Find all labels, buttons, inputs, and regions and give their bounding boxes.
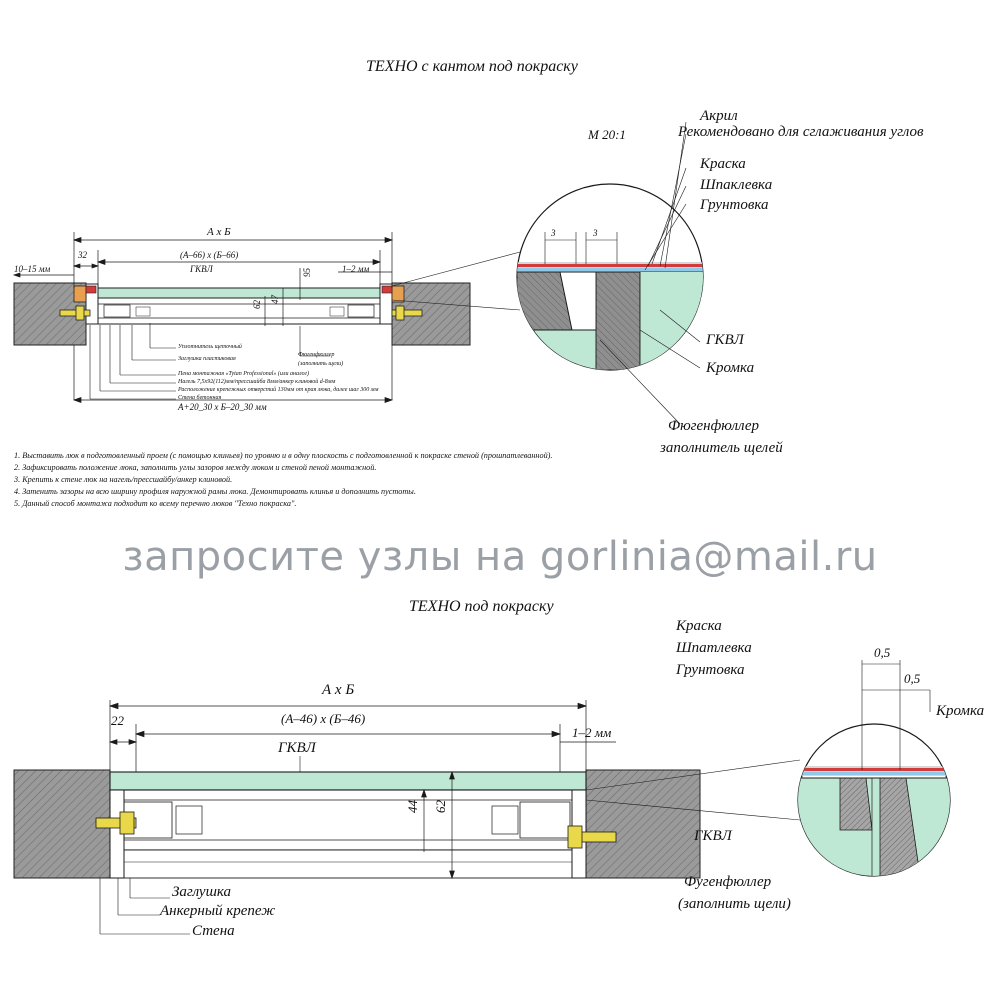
label-wall: Стена [192,923,235,939]
callout-fugenfuller-top: Фюгенфюллер [668,418,760,434]
dim-95: 95 [302,268,312,277]
dim-overall-top: А х Б [207,226,231,238]
callout-kromka-bottom: Кромка [936,703,985,719]
dim-47: 47 [270,295,280,304]
dim-wall-gap-top: 10–15 мм [14,264,51,274]
email-watermark: запросите узлы на gorlinia@mail.ru [122,534,878,580]
callout-recommended: Рекомендовано для сглаживания углов [678,124,924,140]
dim-62-bottom: 62 [433,800,448,813]
callout-akril: Акрил [700,108,738,124]
dim-inner-bottom: (А–46) х (Б–46) [281,711,366,726]
callout-kromka-top: Кромка [706,360,755,376]
label-fugenfuller-top-small2: (заполнить щели) [298,361,344,367]
callout-paint: Краска [700,156,746,172]
dim-inner-top: (А–66) х (Б–66) [180,250,239,260]
note-3: 3. Крепить к стене люк на нагель/прессшайбу/анкер клиновой. [14,474,233,484]
bottom-wall-left [14,770,110,878]
dim-left-offset-bottom: 22 [111,713,124,728]
top-panel [98,288,380,324]
label-anchor-fastener: Анкерный крепеж [160,903,276,919]
callout-primer: Грунтовка [700,197,769,213]
dim-bottom-top: А+20_30 х Б–20_30 мм [178,402,267,412]
label-concrete-wall: Стена бетонная [178,395,222,401]
callout-paint-bottom: Краска [676,618,722,634]
detail-dim-05-top: 0,5 [874,645,891,660]
note-2: 2. Зафиксировать положение люка, заполнить углы зазоров между люком и стеной пеной монтажной. [14,462,377,472]
callout-fugenfuller-top-sub: заполнитель щелей [660,440,783,456]
callout-gkvl-bottom: ГКВЛ [694,828,732,844]
callout-fugenfuller-bottom-sub: (заполнить щели) [678,896,791,912]
detail-dim-3-left: 3 [551,228,556,238]
bottom-drawing-title: ТЕХНО под покраску [409,598,554,615]
detail-dim-05-bottom: 0,5 [904,671,921,686]
label-fastener-spacing: Расположение крепежных отверстий 130мм от края люка, далее шаг 300 мм [178,387,379,393]
callout-fugenfuller-bottom: Фугенфюллер [684,874,772,890]
callout-gkvl-top: ГКВЛ [706,332,744,348]
note-5: 5. Данный способ монтажа подходит ко всему перечню люков "Техно покраска". [14,498,297,508]
bottom-detail-circle [798,660,950,878]
dim-62: 62 [252,300,262,309]
label-gkvl-top: ГКВЛ [190,264,213,274]
callout-putty: Шпаклевка [700,177,773,193]
label-fugenfuller-top-small: Фюгенфюллер [298,352,335,358]
top-detail-circle [517,184,703,372]
label-brush-seal: Уплотнитель щеточный [178,344,242,350]
installation-notes [14,450,674,509]
note-1: 1. Выставить люк в подготовленный проем (с помощью клиньев) по уровню и в одну плоскость с подготовленной к покраске стеной (прошпатлеванной). [14,451,553,460]
note-4: 4. Затенить зазоры на всю ширину профиля наружной рамы люка. Демонтировать клинья и дополнить пустоты. [14,486,416,496]
dim-left-offset-top: 32 [78,250,87,260]
label-gkvl-bottom: ГКВЛ [278,740,316,756]
label-dowel: Нагель 7,5х92(112)мм/прессшайба 8мм/анкер клиновой d-8мм [178,379,336,385]
top-drawing-title: ТЕХНО с кантом под покраску [366,58,578,75]
label-mounting-foam: Пена монтажная «Tytan Professional» (или аналог) [178,371,309,377]
callout-primer-bottom: Грунтовка [676,662,745,678]
bottom-panel [110,772,586,878]
top-scale-label: М 20:1 [588,127,626,142]
dim-overall-bottom: А х Б [322,682,355,698]
bottom-wall-right [586,770,700,878]
label-zaglushka: Заглушка [172,884,232,900]
dim-gap-right-top: 1–2 мм [342,264,370,274]
callout-putty-bottom: Шпатлевка [676,640,752,656]
dim-gap-right-bottom: 1–2 мм [572,725,612,740]
label-plastic-plug: Заглушка пластиковая [178,356,236,362]
dim-44: 44 [405,800,420,813]
detail-dim-3-right: 3 [593,228,598,238]
